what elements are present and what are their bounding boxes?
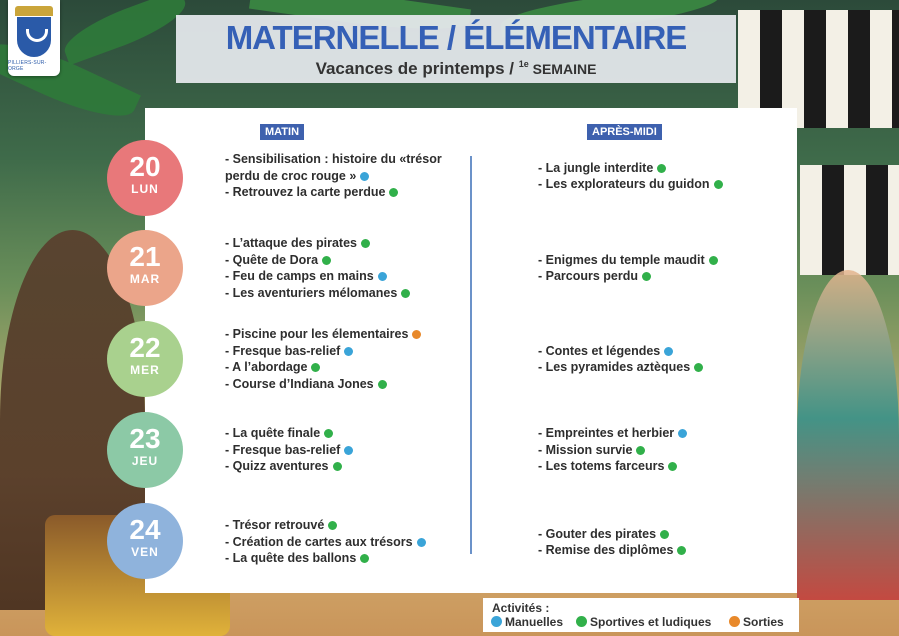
- green-dot-icon: [401, 289, 410, 298]
- day-badge: [107, 230, 183, 306]
- activity-item: [225, 517, 426, 534]
- activity-item: [225, 235, 410, 252]
- blue-dot-icon: [678, 429, 687, 438]
- activity-text: - La quête des ballons: [225, 551, 357, 566]
- activity-text: - Remise des diplômes: [538, 543, 674, 557]
- orange-dot-icon: [412, 330, 421, 339]
- activity-item: [225, 376, 421, 393]
- activity-text: - Retrouvez la carte perdue: [225, 185, 386, 200]
- day-number: 22: [129, 332, 161, 363]
- activity-text: - Les aventuriers mélomanes: [225, 285, 398, 300]
- schedule-panel: [129, 108, 797, 593]
- afternoon-activities: [538, 526, 686, 559]
- day-number: 23: [129, 423, 161, 454]
- activity-item: [538, 252, 718, 269]
- legend: [483, 598, 799, 632]
- activity-text: - Sensibilisation : histoire du «trésor: [225, 152, 442, 167]
- green-dot-icon: [636, 446, 645, 455]
- day-name: VEN: [131, 545, 159, 559]
- town-logo: [8, 0, 60, 76]
- page-title: MATERNELLE / ÉLÉMENTAIRE: [225, 19, 687, 56]
- legend-title: Activités :: [492, 601, 550, 615]
- day-name: LUN: [131, 182, 159, 196]
- activity-item: [225, 442, 353, 459]
- activity-text: - Mission survie: [538, 442, 633, 457]
- activity-item: [225, 425, 353, 442]
- green-dot-icon: [322, 256, 331, 265]
- palm-leaf: [58, 0, 192, 65]
- day-name: MER: [130, 363, 160, 377]
- subtitle-week: SEMAINE: [528, 61, 597, 77]
- activity-text: - Quête de Dora: [225, 252, 319, 267]
- green-dot-icon: [360, 554, 369, 563]
- afternoon-column-label: APRÈS-MIDI: [587, 124, 662, 140]
- day-number: 24: [129, 514, 161, 545]
- green-dot-icon: [333, 462, 342, 471]
- morning-activities: [225, 517, 426, 567]
- activity-text: - Gouter des pirates: [538, 526, 657, 541]
- header-banner: [176, 15, 736, 83]
- day-name: MAR: [129, 272, 161, 286]
- orange-dot-icon: [729, 616, 740, 627]
- green-dot-icon: [709, 256, 718, 265]
- activity-text: - Création de cartes aux trésors: [225, 534, 413, 549]
- activity-text: - Les pyramides aztèques: [538, 360, 691, 374]
- activity-item: [538, 160, 723, 177]
- activity-item: [538, 542, 686, 559]
- crown-icon: [15, 6, 53, 16]
- activity-text: - Empreintes et herbier: [538, 426, 675, 441]
- activity-text: - Fresque bas-relief: [225, 442, 341, 457]
- blue-dot-icon: [664, 347, 673, 356]
- green-dot-icon: [389, 188, 398, 197]
- blue-dot-icon: [417, 538, 426, 547]
- green-dot-icon: [324, 429, 333, 438]
- activity-text: - Parcours perdu: [538, 269, 639, 283]
- activity-text: - Quizz aventures: [225, 459, 329, 474]
- green-dot-icon: [677, 546, 686, 555]
- activity-item: [538, 425, 687, 442]
- day-badge: [107, 321, 183, 397]
- green-dot-icon: [378, 380, 387, 389]
- day-number: 20: [129, 151, 161, 182]
- legend-label: Manuelles: [505, 615, 564, 629]
- blue-dot-icon: [360, 172, 369, 181]
- activity-text: - Les explorateurs du guidon: [538, 177, 710, 191]
- activity-text: - Enigmes du temple maudit: [538, 252, 705, 267]
- logo-text: PILLIERS-SUR-ORGE: [8, 60, 47, 72]
- activity-item: [225, 285, 410, 302]
- activity-text: - Piscine pour les élementaires: [225, 327, 409, 341]
- activity-text: - La quête finale: [225, 426, 321, 441]
- green-dot-icon: [328, 521, 337, 530]
- afternoon-activities: [538, 425, 687, 475]
- activity-text: - Les totems farceurs: [538, 459, 665, 474]
- activity-text: - Course d’Indiana Jones: [225, 376, 374, 391]
- day-badge: [107, 503, 183, 579]
- legend-label: Sorties: [743, 615, 784, 629]
- green-dot-icon: [576, 616, 587, 627]
- day-badge: [107, 412, 183, 488]
- activity-text: - La jungle interdite: [538, 160, 654, 175]
- activity-text: - Contes et légendes: [538, 343, 661, 358]
- legend-item-outing: [729, 615, 784, 629]
- legend-item-manual: [491, 615, 563, 629]
- day-badge: [107, 140, 183, 216]
- blue-dot-icon: [378, 272, 387, 281]
- green-dot-icon: [657, 164, 666, 173]
- morning-activities: [225, 235, 410, 301]
- green-dot-icon: [714, 180, 723, 189]
- blue-dot-icon: [344, 347, 353, 356]
- activity-item: [225, 184, 442, 201]
- day-name: JEU: [131, 454, 159, 468]
- afternoon-activities: [538, 160, 723, 193]
- activity-item: [225, 359, 421, 376]
- green-dot-icon: [642, 272, 651, 281]
- subtitle-main: Vacances de printemps /: [315, 59, 519, 78]
- activity-item: [538, 176, 723, 193]
- morning-activities: [225, 326, 421, 392]
- activity-item: [225, 252, 410, 269]
- morning-activities: [225, 425, 353, 475]
- legend-item-sport: [576, 615, 711, 629]
- pirate-girl-illustration: [797, 270, 899, 600]
- legend-label: Sportives et ludiques: [590, 615, 712, 629]
- activity-text: - Feu de camps en mains: [225, 269, 374, 283]
- activity-item: [225, 550, 426, 567]
- ship-sail: [800, 165, 899, 275]
- activity-item: [225, 326, 421, 343]
- activity-text-continued: perdu de croc rouge »: [225, 168, 357, 183]
- activity-text: - A l’abordage: [225, 360, 308, 374]
- green-dot-icon: [311, 363, 320, 372]
- subtitle-sup: 1e: [518, 59, 529, 69]
- green-dot-icon: [361, 239, 370, 248]
- activity-text: - Fresque bas-relief: [225, 343, 341, 358]
- column-divider: [470, 156, 472, 554]
- activity-item: [538, 442, 687, 459]
- afternoon-activities: [538, 252, 718, 285]
- activity-item: [225, 458, 353, 475]
- activity-text: - Trésor retrouvé: [225, 518, 325, 533]
- activity-item: [538, 343, 703, 360]
- activity-item: [538, 526, 686, 543]
- activity-item: [225, 268, 410, 285]
- activity-item: [538, 359, 703, 376]
- activity-item: [225, 534, 426, 551]
- activity-item: [225, 151, 442, 184]
- blue-dot-icon: [344, 446, 353, 455]
- coat-of-arms-icon: [17, 17, 51, 57]
- green-dot-icon: [660, 530, 669, 539]
- afternoon-activities: [538, 343, 703, 376]
- green-dot-icon: [694, 363, 703, 372]
- morning-column-label: MATIN: [260, 124, 304, 140]
- page-subtitle: [176, 59, 736, 79]
- activity-item: [538, 458, 687, 475]
- blue-dot-icon: [491, 616, 502, 627]
- activity-item: [225, 343, 421, 360]
- green-dot-icon: [668, 462, 677, 471]
- morning-activities: [225, 151, 442, 201]
- activity-item: [538, 268, 718, 285]
- day-number: 21: [129, 241, 161, 272]
- activity-text: - L’attaque des pirates: [225, 236, 357, 250]
